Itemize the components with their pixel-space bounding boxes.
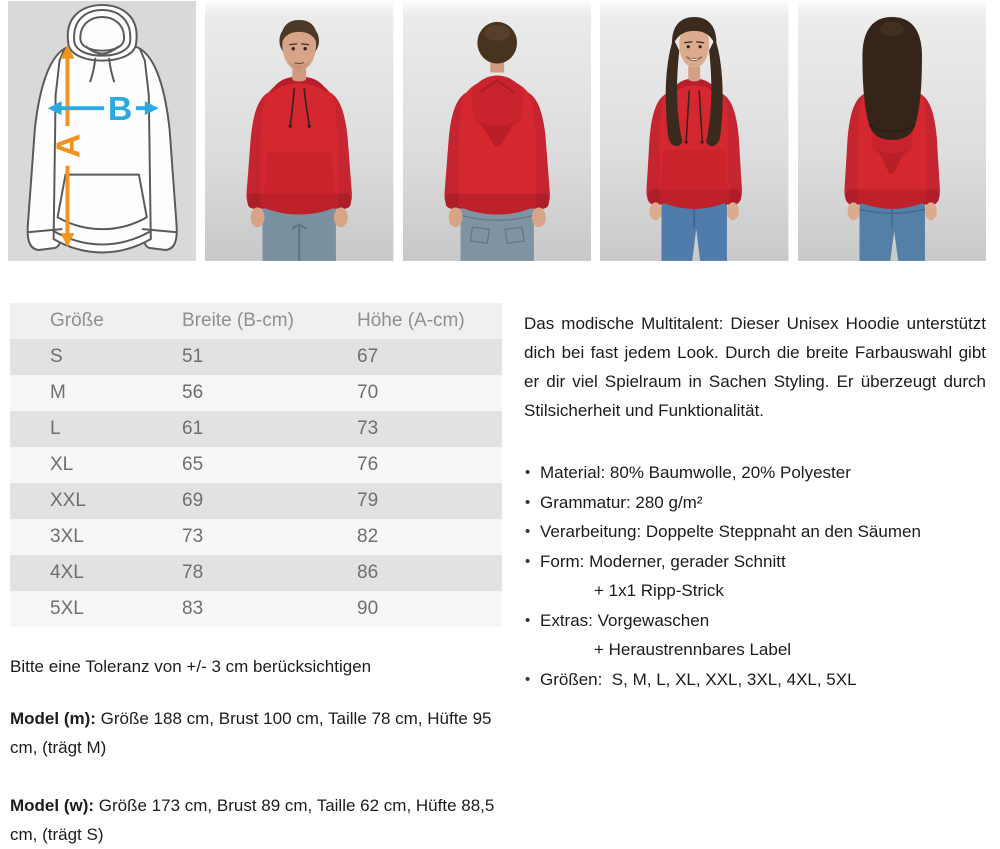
model-m-info <box>10 704 502 762</box>
table-row: L 61 73 <box>10 411 502 447</box>
table-row: M 56 70 <box>10 375 502 411</box>
product-description: Das modische Multitalent: Dieser Unisex Hoodie unterstützt dich bei fast jedem Look. Durch die breite Farbauswahl gibt er dir viel Spielraum in Sachen Styling. Er überzeugt durch Stilsicherheit und Funktionalität. <box>524 314 986 420</box>
hoodie-measurement-diagram-icon <box>8 0 196 262</box>
product-feature-list <box>524 458 986 694</box>
column-header-groesse: Größe <box>50 310 104 331</box>
feature-extras-sub: + Heraustrennbares Label <box>594 640 792 659</box>
feature-extras: • Extras: Vorgewaschen <box>524 606 986 636</box>
photo-man-front[interactable] <box>205 0 393 263</box>
table-row: S 51 67 <box>10 339 502 375</box>
feature-material: • Material: 80% Baumwolle, 20% Polyester <box>524 458 986 488</box>
feature-form: • Form: Moderner, gerader Schnitt <box>524 547 986 577</box>
model-m-text: Größe 188 cm, Brust 100 cm, Taille 78 cm, Hüfte 95 cm, (trägt M) <box>10 709 492 757</box>
woman-back-photo-illustration <box>798 0 986 262</box>
product-description-panel <box>506 263 1000 849</box>
model-w-text: Größe 173 cm, Brust 89 cm, Taille 62 cm, Hüfte 88,5 cm, (trägt S) <box>10 796 495 844</box>
column-header-breite: Breite (B-cm) <box>182 310 294 331</box>
table-row: 5XL 83 90 <box>10 591 502 627</box>
feature-form-sub: + 1x1 Ripp-Strick <box>594 581 724 600</box>
table-row: 4XL 78 86 <box>10 555 502 591</box>
size-info-panel <box>0 263 506 849</box>
woman-front-photo-illustration <box>600 0 788 262</box>
man-back-photo-illustration <box>403 0 591 262</box>
table-row: 3XL 73 82 <box>10 519 502 555</box>
man-front-photo-illustration <box>205 0 393 262</box>
svg-text:A: A <box>49 133 88 159</box>
column-header-hoehe: Höhe (A-cm) <box>357 310 465 331</box>
photo-woman-front[interactable] <box>600 0 788 263</box>
svg-text:B: B <box>107 90 133 129</box>
feature-verarbeitung: • Verarbeitung: Doppelte Steppnaht an den Säumen <box>524 517 986 547</box>
model-w-label: Model (w): <box>10 796 95 815</box>
model-w-info <box>10 791 502 849</box>
table-row: XL 65 76 <box>10 447 502 483</box>
product-details-section <box>0 263 1000 849</box>
photo-woman-back[interactable] <box>798 0 986 263</box>
product-image-gallery <box>0 0 1000 263</box>
feature-grammatur: • Grammatur: 280 g/m² <box>524 488 986 518</box>
table-header-row <box>10 303 502 339</box>
size-table <box>10 303 502 627</box>
size-diagram-image[interactable] <box>8 0 196 263</box>
photo-man-back[interactable] <box>403 0 591 263</box>
tolerance-note: Bitte eine Toleranz von +/- 3 cm berücksichtigen <box>10 657 372 676</box>
model-m-label: Model (m): <box>10 709 96 728</box>
table-row: XXL 69 79 <box>10 483 502 519</box>
feature-groessen: • Größen: S, M, L, XL, XXL, 3XL, 4XL, 5XL <box>524 665 986 695</box>
